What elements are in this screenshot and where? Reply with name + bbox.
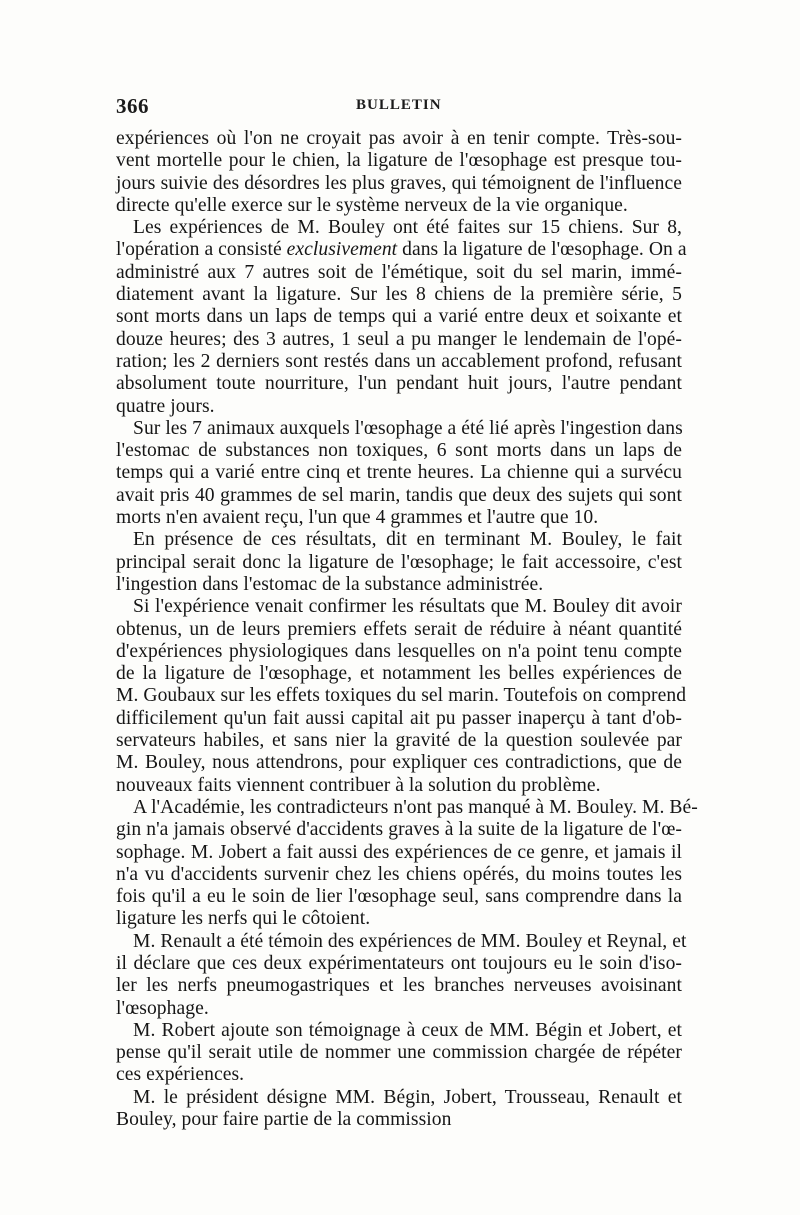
text-line: directe qu'elle exerce sur le système nerveux de la vie organique. — [116, 194, 628, 216]
text-line: ces expériences. — [116, 1064, 245, 1086]
text-line: M. Renault a été témoin des expériences de MM. Bouley et Reynal, et — [133, 930, 687, 952]
text-line: M. Bouley, nous attendrons, pour expliquer ces contradictions, que de — [116, 752, 682, 774]
page-header — [116, 94, 682, 118]
text-line: douze heures; des 3 autres, 1 seul a pu manger le lendemain de l'opé- — [116, 328, 682, 350]
text-line: sophage. M. Jobert a fait aussi des expériences de ce genre, et jamais il — [116, 841, 682, 863]
text-run: l'opération a consisté — [116, 239, 287, 261]
text-line: fois qu'il a eu le soin de lier l'œsophage seul, sans comprendre dans la — [116, 886, 682, 908]
paragraph — [116, 796, 698, 931]
text-line: En présence de ces résultats, dit en terminant M. Bouley, le fait — [133, 529, 682, 551]
text-line: n'a vu d'accidents survenir chez les chiens opérés, du moins toutes les — [116, 863, 682, 885]
text-line: l'œsophage. — [116, 997, 209, 1019]
text-line: obtenus, un de leurs premiers effets serait de réduire à néant quantité — [116, 618, 682, 640]
text-line: expériences où l'on ne croyait pas avoir à en tenir compte. Très-sou- — [116, 128, 682, 149]
text-line: ration; les 2 derniers sont restés dans un accablement profond, refusant — [116, 350, 682, 372]
text-line: diatement avant la ligature. Sur les 8 chiens de la première série, 5 — [116, 284, 682, 306]
text-line: M. le président désigne MM. Bégin, Jobert, Trousseau, Renault et — [133, 1086, 682, 1108]
text-line: morts n'en avaient reçu, l'un que 4 grammes et l'autre que 10. — [116, 507, 599, 529]
paragraph — [116, 418, 682, 529]
text-run: dans la ligature de l'œsophage. On a — [397, 239, 687, 261]
text-line: difficilement qu'un fait aussi capital ait pu passer inaperçu à tant d'ob- — [116, 707, 682, 729]
paragraph — [116, 529, 682, 596]
paragraph — [116, 217, 687, 418]
text-line: servateurs habiles, et sans nier la gravité de la question soulevée par — [116, 730, 682, 752]
text-line: principal serait donc la ligature de l'œsophage; le fait accessoire, c'est — [116, 551, 682, 573]
text-line: l'estomac de substances non toxiques, 6 sont morts dans un laps de — [116, 440, 682, 462]
text-line: Si l'expérience venait confirmer les résultats que M. Bouley dit avoir — [133, 596, 682, 618]
paragraph — [116, 930, 687, 1020]
page-number: 366 — [116, 94, 149, 118]
text-line: Bouley, pour faire partie de la commission — [116, 1109, 452, 1131]
text-line: ligature les nerfs qui le côtoient. — [116, 908, 371, 930]
text-line: M. Robert ajoute son témoignage à ceux de MM. Bégin et Jobert, et — [133, 1019, 682, 1041]
paragraph — [116, 128, 682, 217]
text-line: jours suivie des désordres les plus graves, qui témoignent de l'influence — [116, 172, 682, 194]
text-line: avait pris 40 grammes de sel marin, tandis que deux des sujets qui sont — [116, 484, 682, 506]
paragraph — [116, 1087, 682, 1132]
paragraph — [116, 1020, 682, 1087]
text-line: quatre jours. — [116, 395, 215, 417]
paragraph — [116, 596, 687, 797]
text-line: gin n'a jamais observé d'accidents graves à la suite de la ligature de l'œ- — [116, 819, 682, 841]
text-line: administré aux 7 autres soit de l'émétique, soit du sel marin, immé- — [116, 261, 682, 283]
text-line: de la ligature de l'œsophage, et notamment les belles expériences de — [116, 663, 682, 685]
text-line: A l'Académie, les contradicteurs n'ont pas manqué à M. Bouley. M. Bé- — [133, 796, 698, 818]
text-line: l'ingestion dans l'estomac de la substance administrée. — [116, 573, 544, 595]
text-line: Les expériences de M. Bouley ont été faites sur 15 chiens. Sur 8, — [133, 217, 682, 239]
text-line: d'expériences physiologiques dans lesquelles on n'a point tenu compte — [116, 640, 682, 662]
text-line: il déclare que ces deux expérimentateurs ont toujours eu le soin d'iso- — [116, 952, 682, 974]
text-line: pense qu'il serait utile de nommer une commission chargée de répéter — [116, 1042, 682, 1064]
text-line: nouveaux faits viennent contribuer à la solution du problème. — [116, 774, 601, 796]
body-text — [116, 128, 698, 1131]
text-line — [116, 239, 687, 261]
text-line: M. Goubaux sur les effets toxiques du sel marin. Toutefois on comprend — [116, 685, 687, 707]
text-line: temps qui a varié entre cinq et trente heures. La chienne qui a survécu — [116, 462, 682, 484]
text-line: Sur les 7 animaux auxquels l'œsophage a été lié après l'ingestion dans — [133, 417, 683, 439]
text-line: vent mortelle pour le chien, la ligature de l'œsophage est presque tou- — [116, 150, 682, 172]
running-title: BULLETIN — [356, 97, 442, 113]
text-line: sont morts dans un laps de temps qui a varié entre deux et soixante et — [116, 306, 682, 328]
text-line: ler les nerfs pneumogastriques et les branches nerveuses avoisinant — [116, 975, 682, 997]
italic-text: exclusivement — [286, 239, 398, 261]
text-line: absolument toute nourriture, l'un pendant huit jours, l'autre pendant — [116, 373, 682, 395]
